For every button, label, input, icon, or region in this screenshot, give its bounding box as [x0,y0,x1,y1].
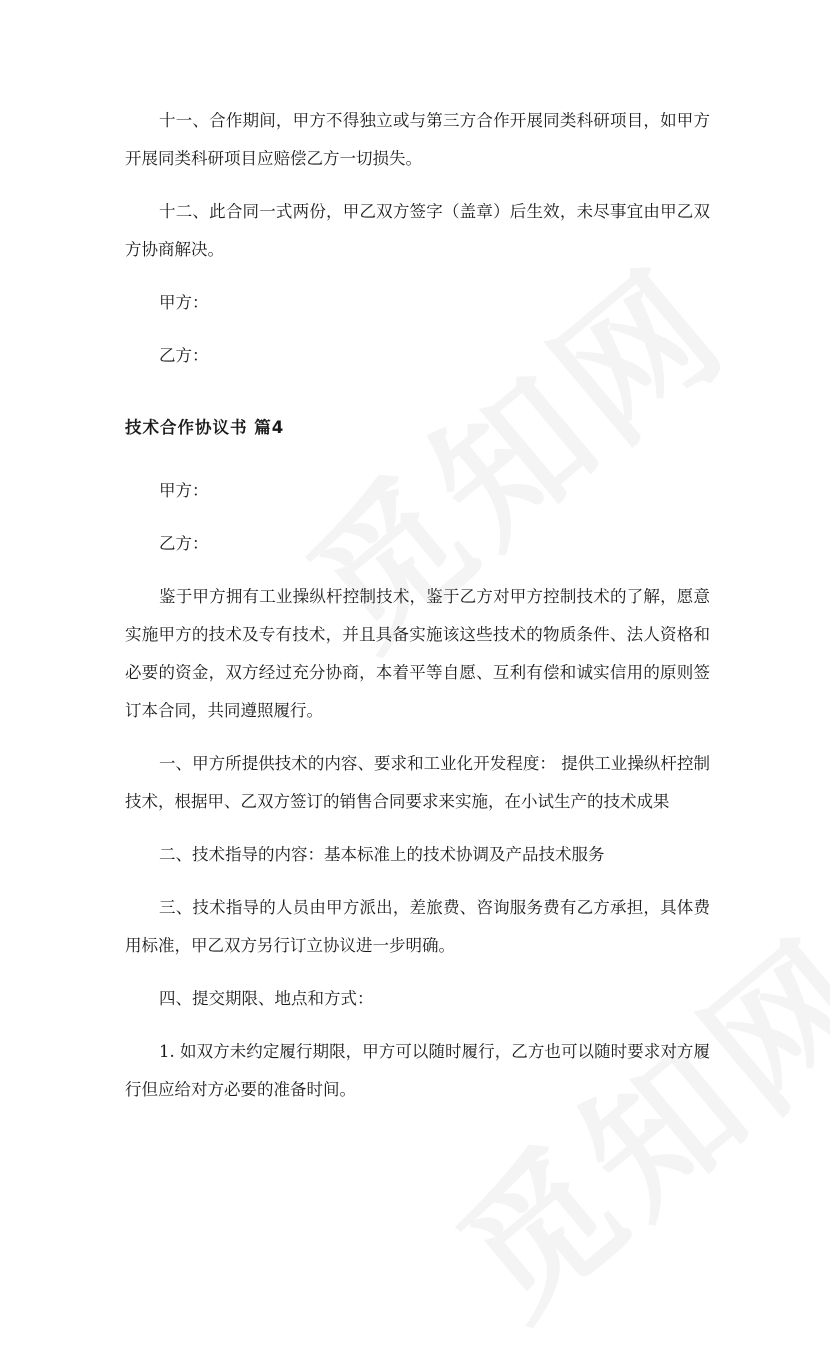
clause-1: 一、甲方所提供技术的内容、要求和工业化开发程度： 提供工业操纵杆控制技术，根据甲、乙双方签订的销售合同要求来实施，在小试生产的技术成果 [125,754,710,811]
clause-2: 二、技术指导的内容：基本标准上的技术协调及产品技术服务 [159,845,605,864]
clause-12: 十二、此合同一式两份，甲乙双方签字（盖章）后生效，未尽事宜由甲乙双方协商解决。 [125,202,710,259]
clause-4: 四、提交期限、地点和方式： [159,989,374,1008]
section-party-b-label: 乙方： [159,534,209,553]
party-a-label: 甲方： [159,293,209,312]
party-b-label: 乙方： [159,346,209,365]
section-party-a-label: 甲方： [159,481,209,500]
document-body [125,102,710,1109]
section-heading: 技术合作协议书 篇4 [125,418,285,437]
preamble-paragraph: 鉴于甲方拥有工业操纵杆控制技术，鉴于乙方对甲方控制技术的了解，愿意实施甲方的技术及专有技术，并且具备实施该这些技术的物质条件、法人资格和必要的资金，双方经过充分协商，本着平等自愿、互利有偿和诚实信用的原则签订本合同，共同遵照履行。 [125,587,710,720]
clause-4-item-1: 1. 如双方未约定履行期限，甲方可以随时履行，乙方也可以随时要求对方履行但应给对方必要的准备时间。 [125,1042,710,1099]
clause-3: 三、技术指导的人员由甲方派出，差旅费、咨询服务费有乙方承担，具体费用标准，甲乙双方另行订立协议进一步明确。 [125,898,710,955]
clause-11: 十一、合作期间，甲方不得独立或与第三方合作开展同类科研项目，如甲方开展同类科研项目应赔偿乙方一切损失。 [125,111,710,168]
